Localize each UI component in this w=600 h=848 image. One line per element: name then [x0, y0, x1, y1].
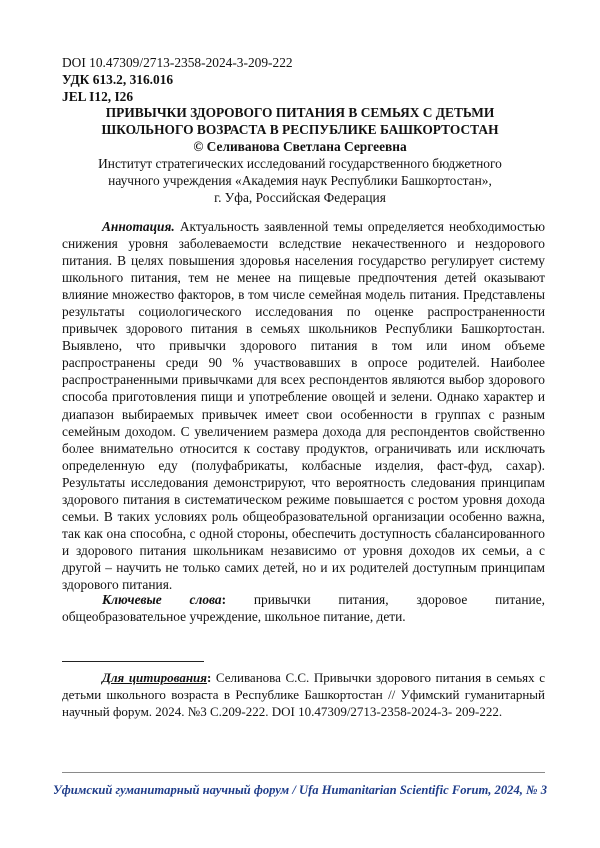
citation-colon: :: [207, 670, 212, 685]
citation-paragraph: [62, 669, 545, 720]
citation-label: Для цитирования: [102, 670, 207, 685]
doi-line: DOI 10.47309/2713-2358-2024-3-209-222: [62, 55, 293, 70]
keywords-label: Ключевые слова: [102, 592, 222, 607]
title-line-2: ШКОЛЬНОГО ВОЗРАСТА В РЕСПУБЛИКЕ БАШКОРТОСТАН: [101, 121, 499, 137]
jel-line: JEL I12, I26: [62, 89, 134, 104]
footnote-rule: [62, 661, 204, 662]
keywords-paragraph: [62, 591, 545, 625]
title-line-1: ПРИВЫЧКИ ЗДОРОВОГО ПИТАНИЯ В СЕМЬЯХ С ДЕТЬМИ: [105, 105, 495, 120]
affiliation-line-2: научного учреждения «Академия наук Республики Башкортостан»,: [108, 173, 492, 189]
abstract-text: Актуальность заявленной темы определяется необходимостью снижения уровня заболеваемости вследствие некачественного и нездорового питания. В целях повышения здоровья населения государство регулирует систему школьного питания, тем не менее на пищевые предпочтения детей оказывают влияние множество факторов, в том числе семейная модель питания. Представлены результаты социологического исследования по оценке распространенности привычек здорового питания в семьях школьников Республики Башкортостан. Выявлено, что привычки здорового питания в том или ином объеме распространены среди 90 % участвовавших в опросе родителей. Наиболее распространенными привычками для всех респондентов являются выбор здорового способа приготовления пищи и употребление овощей и зелени. Однако характер и диапазон выбираемых привычек имеет свои особенности в группах с разным семейным доходом. С увеличением размера дохода для респондентов свойственно более внимательно относится к составу продуктов, ограничивать или исключать определенную еду (полуфабрикаты, колбасные изделия, фаст-фуд, сахар). Результаты исследования демонстрируют, что вероятность следования принципам здорового питания в систематическом режиме повышается с ростом уровня дохода семьи. В таких условиях роль общеобразовательной организации особенно важна, так как она способна, с одной стороны, обеспечить доступность сбалансированного и здорового питания школьникам независимо от уровня доходов их семьи, а с другой – научить не только самих детей, но и их родителей доступным принципам здорового питания.: [62, 219, 545, 592]
udk-line: УДК 613.2, 316.016: [62, 72, 174, 87]
abstract-paragraph: [62, 218, 545, 593]
journal-footer: Уфимский гуманитарный научный форум / Ufa Humanitarian Scientific Forum, 2024, № 3: [52, 783, 548, 797]
affiliation-line-3: г. Уфа, Российская Федерация: [214, 190, 386, 206]
keywords-text: привычки питания, здоровое питание, общеобразовательное учреждение, школьное питание, дети.: [62, 592, 545, 624]
affiliation: [40, 155, 560, 207]
article-title: [40, 105, 560, 138]
citation-text: Селиванова С.С. Привычки здорового питания в семьях с детьми школьного возраста в Республике Башкортостан // Уфимский гуманитарный научный форум. 2024. №3 С.209-222. DOI 10.47309/2713-2358-2024-3- 209-222.: [62, 670, 546, 719]
affiliation-line-1: Институт стратегических исследований государственного бюджетного: [98, 156, 502, 171]
footer-divider: [62, 772, 545, 773]
author-name: © Селиванова Светлана Сергеевна: [193, 139, 407, 154]
abstract-label: Аннотация.: [102, 219, 175, 234]
keywords-colon: :: [221, 592, 227, 607]
